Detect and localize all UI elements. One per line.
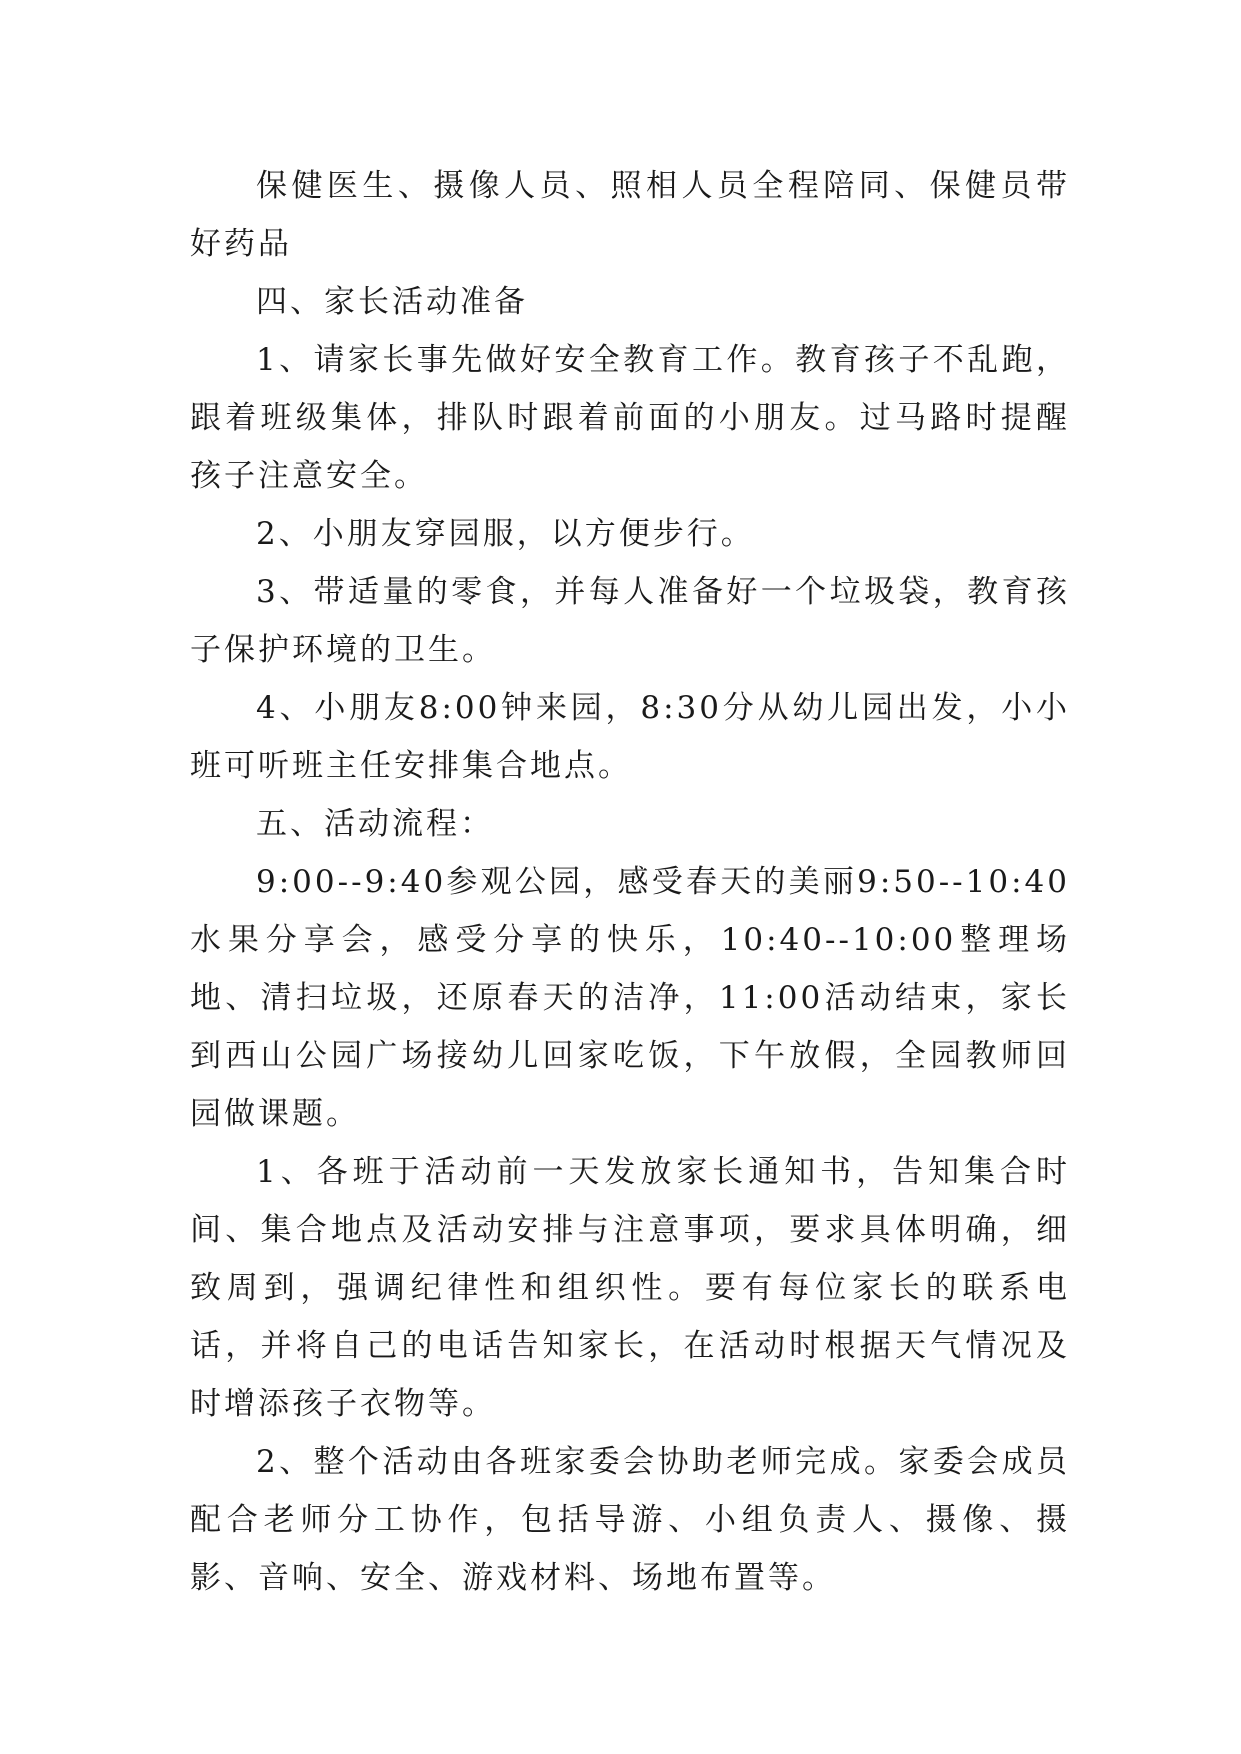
paragraph-medical-staff: 保健医生、摄像人员、照相人员全程陪同、保健员带好药品 bbox=[190, 168, 1070, 262]
paragraph-uniform: 2、小朋友穿园服，以方便步行。 bbox=[256, 516, 755, 552]
heading-activity-process: 五、活动流程： bbox=[256, 806, 494, 842]
paragraph-notice: 1、各班于活动前一天发放家长通知书，告知集合时间、集合地点及活动安排与注意事项，要求具体明确，细致周到，强调纪律性和组织性。要有每位家长的联系电话，并将自己的电话告知家长，在活动时根据天气情况及时增添孩子衣物等。 bbox=[190, 1154, 1070, 1422]
paragraph-parent-committee: 2、整个活动由各班家委会协助老师完成。家委会成员配合老师分工协作，包括导游、小组负责人、摄像、摄影、音响、安全、游戏材料、场地布置等。 bbox=[190, 1444, 1070, 1596]
paragraph-safety-education: 1、请家长事先做好安全教育工作。教育孩子不乱跑，跟着班级集体，排队时跟着前面的小朋友。过马路时提醒孩子注意安全。 bbox=[190, 342, 1070, 494]
paragraph-schedule: 9:00--9:40参观公园，感受春天的美丽9:50--10:40水果分享会，感受分享的快乐，10:40--10:00整理场地、清扫垃圾，还原春天的洁净，11:00活动结束，家长到西山公园广场接幼儿回家吃饭，下午放假，全园教师回园做课题。 bbox=[190, 864, 1070, 1132]
paragraph-snacks: 3、带适量的零食，并每人准备好一个垃圾袋，教育孩子保护环境的卫生。 bbox=[190, 574, 1070, 668]
heading-parent-preparation: 四、家长活动准备 bbox=[256, 284, 528, 320]
paragraph-arrival-time: 4、小朋友8:00钟来园，8:30分从幼儿园出发，小小班可听班主任安排集合地点。 bbox=[190, 690, 1070, 784]
document-body bbox=[190, 157, 1070, 1607]
